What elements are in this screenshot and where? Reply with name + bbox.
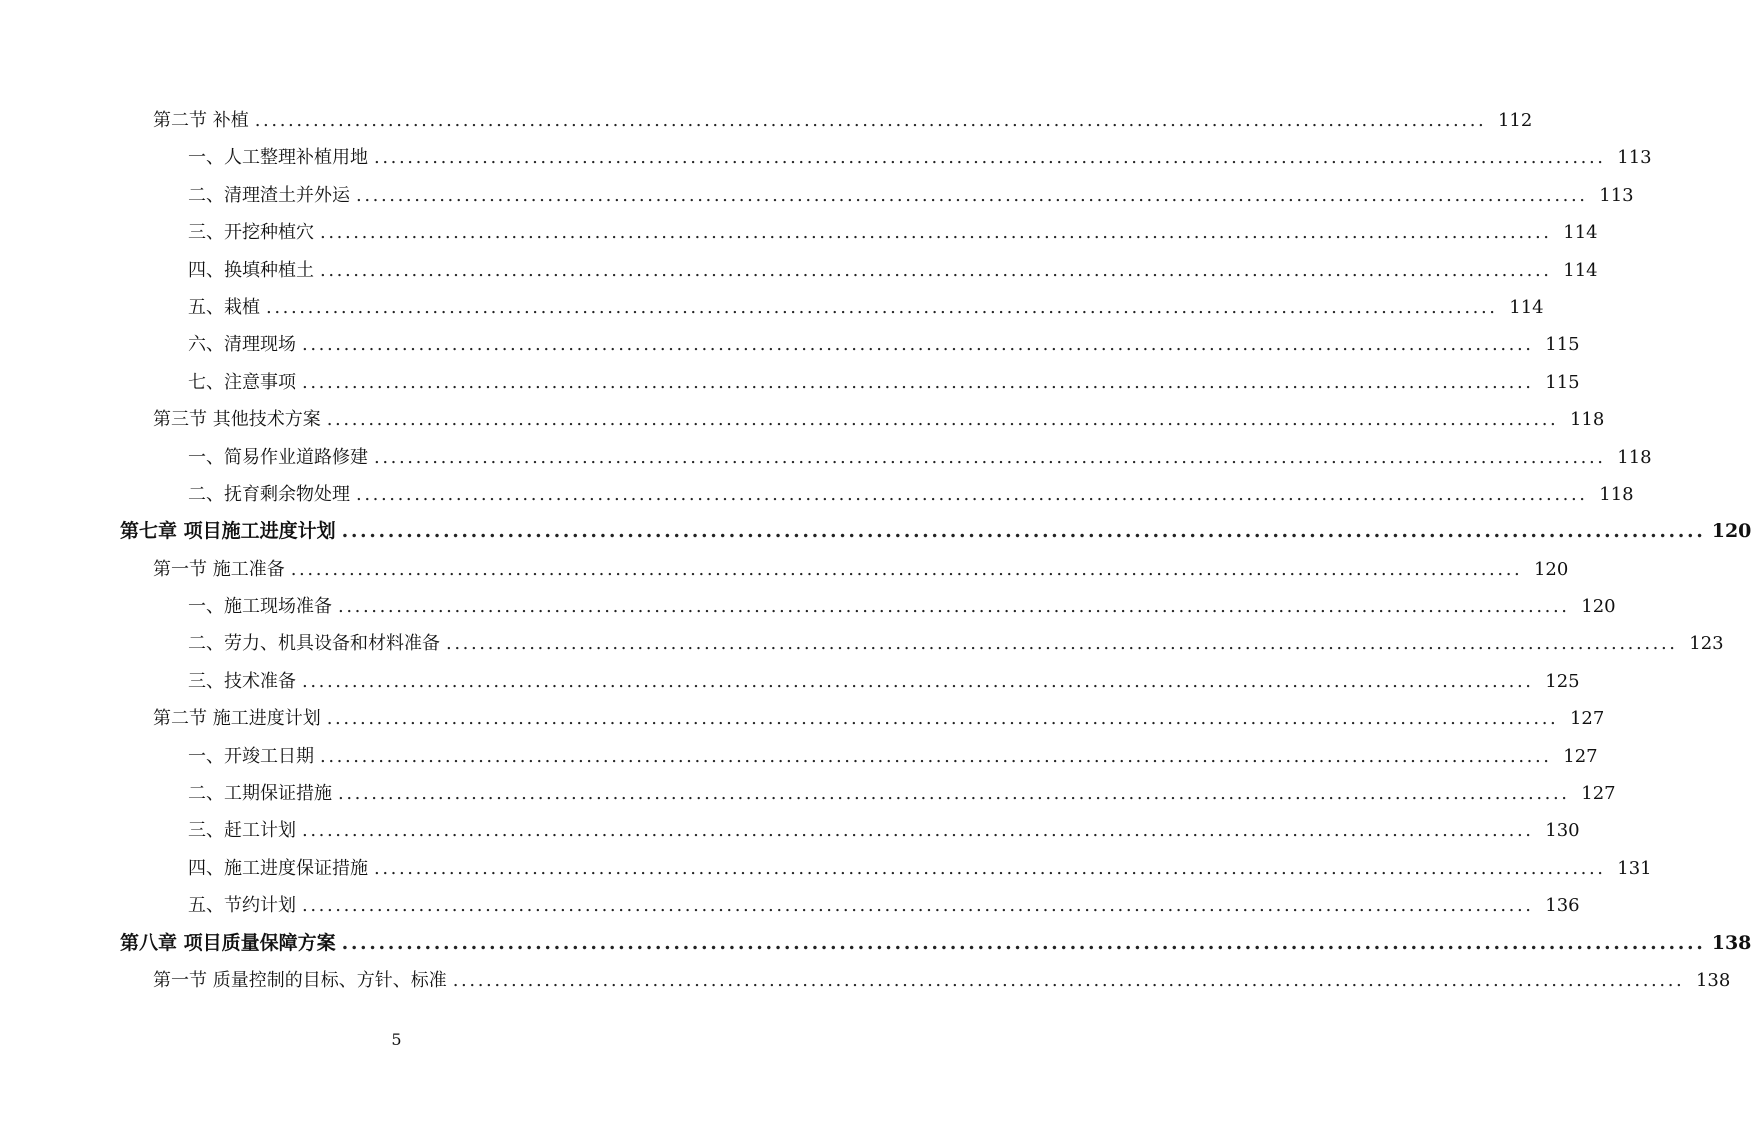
- toc-entry-label: 四、施工进度保证措施: [188, 857, 368, 879]
- toc-entry-label: 五、栽植: [188, 296, 260, 318]
- toc-entry-label: 一、开竣工日期: [188, 745, 314, 767]
- toc-entry[interactable]: [0, 102, 1533, 139]
- dot-leader: [338, 588, 1570, 625]
- dot-leader: [446, 625, 1678, 662]
- toc-entry[interactable]: [0, 364, 1580, 401]
- toc-entry[interactable]: [0, 887, 1580, 924]
- toc-entry-page: 118: [1569, 409, 1605, 431]
- toc-entry-label: 二、抚育剩余物处理: [188, 483, 350, 505]
- toc-entry-label: 二、清理渣土并外运: [188, 184, 350, 206]
- toc-entry[interactable]: [0, 513, 1751, 550]
- toc-entry-page: 112: [1497, 110, 1533, 131]
- toc-entry-page: 138: [1711, 931, 1751, 954]
- dot-leader: [356, 476, 1588, 513]
- toc-entry[interactable]: [0, 476, 1634, 513]
- toc-entry-page: 120: [1533, 558, 1569, 580]
- toc-entry-page: 125: [1545, 670, 1580, 692]
- toc-entry[interactable]: [0, 551, 1569, 588]
- toc-entry[interactable]: [0, 700, 1605, 737]
- dot-leader: [342, 513, 1706, 550]
- toc-entry-page: 114: [1563, 259, 1598, 281]
- dot-leader: [453, 962, 1685, 999]
- toc-entry-label: 第八章 项目质量保障方案: [120, 931, 336, 954]
- toc-entry[interactable]: [0, 252, 1598, 289]
- toc-entry-page: 115: [1545, 371, 1580, 393]
- toc-entry-page: 136: [1545, 895, 1580, 917]
- dot-leader: [302, 812, 1534, 849]
- toc-entry-page: 115: [1545, 334, 1580, 356]
- dot-leader: [338, 775, 1570, 812]
- toc-entry[interactable]: [0, 588, 1616, 625]
- toc-entry-page: 120: [1581, 596, 1616, 618]
- toc-entry[interactable]: [0, 289, 1544, 326]
- toc-entry-label: 三、赶工计划: [188, 820, 296, 842]
- dot-leader: [320, 214, 1552, 251]
- toc-entry-page: 130: [1545, 820, 1580, 842]
- toc-entry-label: 四、换填种植土: [188, 259, 314, 281]
- dot-leader: [302, 887, 1534, 924]
- dot-leader: [302, 364, 1534, 401]
- toc-entry-label: 一、施工现场准备: [188, 596, 332, 618]
- dot-leader: [356, 177, 1588, 214]
- toc-entry-page: 138: [1695, 969, 1731, 991]
- dot-leader: [374, 439, 1606, 476]
- toc-entry-page: 131: [1617, 857, 1652, 879]
- toc-entry-label: 七、注意事项: [188, 371, 296, 393]
- toc-entry[interactable]: [0, 401, 1605, 438]
- toc-entry[interactable]: [0, 214, 1598, 251]
- toc-entry-page: 114: [1563, 222, 1598, 244]
- toc-entry[interactable]: [0, 177, 1634, 214]
- toc-entry[interactable]: [0, 775, 1616, 812]
- toc-entry-label: 六、清理现场: [188, 334, 296, 356]
- toc-entry[interactable]: [0, 850, 1652, 887]
- toc-entry[interactable]: [0, 625, 1724, 662]
- toc-entry-page: 113: [1617, 147, 1652, 169]
- table-of-contents: [0, 102, 1751, 999]
- toc-entry[interactable]: [0, 326, 1580, 363]
- dot-leader: [327, 401, 1559, 438]
- toc-entry-page: 123: [1689, 633, 1724, 655]
- toc-entry-page: 118: [1617, 446, 1652, 468]
- toc-entry-label: 第三节 其他技术方案: [153, 409, 321, 431]
- toc-entry[interactable]: [0, 962, 1731, 999]
- toc-entry-page: 127: [1563, 745, 1598, 767]
- toc-entry-label: 第二节 补植: [153, 110, 249, 131]
- toc-entry-label: 第二节 施工进度计划: [153, 708, 321, 730]
- toc-entry[interactable]: [0, 812, 1580, 849]
- toc-entry-label: 第一节 施工准备: [153, 558, 285, 580]
- dot-leader: [327, 700, 1559, 737]
- toc-entry-page: 120: [1711, 520, 1751, 543]
- toc-entry-label: 三、技术准备: [188, 670, 296, 692]
- dot-leader: [374, 850, 1606, 887]
- dot-leader: [266, 289, 1498, 326]
- dot-leader: [374, 139, 1606, 176]
- dot-leader: [302, 326, 1534, 363]
- toc-entry-label: 二、劳力、机具设备和材料准备: [188, 633, 440, 655]
- dot-leader: [291, 551, 1523, 588]
- dot-leader: [255, 102, 1487, 139]
- toc-entry-page: 113: [1599, 184, 1634, 206]
- toc-entry[interactable]: [0, 663, 1580, 700]
- toc-entry-page: 127: [1581, 783, 1616, 805]
- toc-entry[interactable]: [0, 738, 1598, 775]
- dot-leader: [302, 663, 1534, 700]
- toc-entry-label: 三、开挖种植穴: [188, 222, 314, 244]
- toc-entry[interactable]: [0, 439, 1652, 476]
- dot-leader: [342, 925, 1706, 962]
- toc-entry-page: 127: [1569, 708, 1605, 730]
- toc-entry[interactable]: [0, 139, 1652, 176]
- toc-entry-page: 118: [1599, 483, 1634, 505]
- toc-entry-label: 第七章 项目施工进度计划: [120, 520, 336, 543]
- toc-entry[interactable]: [0, 925, 1751, 962]
- toc-entry-label: 一、简易作业道路修建: [188, 446, 368, 468]
- dot-leader: [320, 738, 1552, 775]
- toc-entry-label: 五、节约计划: [188, 895, 296, 917]
- dot-leader: [320, 252, 1552, 289]
- page-number: 5: [391, 1030, 402, 1049]
- toc-entry-label: 一、人工整理补植用地: [188, 147, 368, 169]
- toc-entry-label: 二、工期保证措施: [188, 783, 332, 805]
- toc-entry-label: 第一节 质量控制的目标、方针、标准: [153, 969, 447, 991]
- toc-entry-page: 114: [1509, 296, 1544, 318]
